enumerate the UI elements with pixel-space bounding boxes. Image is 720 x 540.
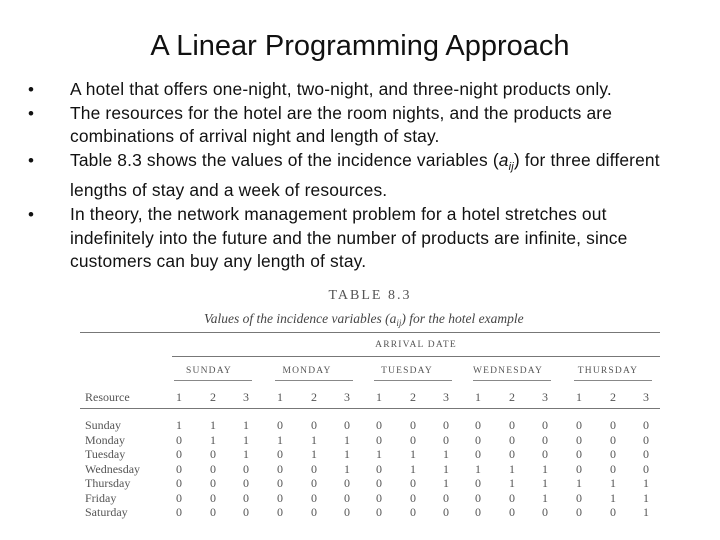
table-cell: 0 [376,490,382,505]
table-cell: 0 [410,505,416,519]
table-cell: 1 [443,447,449,461]
length-header: 1 [176,390,182,404]
length-header: 1 [475,390,481,404]
table-cell: 0 [311,461,317,476]
length-header: 3 [243,390,249,404]
bullet-variable: a [498,149,509,170]
table-cell: 0 [542,447,548,461]
table-cell: 1 [243,432,249,447]
table-cell: 0 [176,490,182,505]
table-cell: 0 [376,461,382,476]
table-cell: 0 [176,476,182,490]
bullet-item [24,78,694,102]
table-cell: 1 [475,461,481,476]
length-header: 2 [610,390,616,404]
bullet-dot-icon: • [28,103,35,123]
table-cell: 0 [509,490,515,505]
table-cell: 0 [475,418,481,432]
table-cell: 0 [344,490,350,505]
table-cell: 1 [311,432,317,447]
table-cell: 0 [610,432,616,447]
table-heading: TABLE 8.3 [328,288,412,303]
table-cell: 1 [443,476,449,490]
table-cell: 0 [376,418,382,432]
table-cell: 0 [344,476,350,490]
table-cell: 0 [277,461,283,476]
table-cell: 0 [311,505,317,519]
table-cell: 0 [610,505,616,519]
length-header: 1 [376,390,382,404]
table-cell: 0 [610,447,616,461]
length-header: 1 [277,390,283,404]
table-cell: 1 [542,490,548,505]
table-cell: 1 [443,461,449,476]
table-cell: 0 [542,505,548,519]
table-cell: 0 [311,418,317,432]
table-cell: 0 [344,418,350,432]
resource-header: Resource [85,390,130,404]
table-cell: 0 [210,505,216,519]
resource-name: Sunday [85,418,121,432]
table-cell: 0 [443,490,449,505]
caption-post: ) for the hotel example [401,311,524,326]
table-cell: 0 [443,418,449,432]
table-cell: 1 [576,476,582,490]
length-header: 2 [210,390,216,404]
bullet-text-post: ) for three different lengths of stay and a week of resources. [70,149,660,201]
table-cell: 1 [509,476,515,490]
day-header: MONDAY [282,366,332,376]
top-rule [80,332,660,333]
day-header: TUESDAY [381,366,433,376]
length-header: 2 [311,390,317,404]
table-cell: 0 [475,432,481,447]
table-cell: 0 [475,490,481,505]
table-cell: 0 [176,505,182,519]
table-cell: 0 [243,490,249,505]
table-cell: 0 [542,418,548,432]
resource-name: Friday [85,490,117,505]
incidence-table [80,288,660,528]
table-cell: 0 [243,505,249,519]
day-header: THURSDAY [577,366,639,376]
table-cell: 1 [410,447,416,461]
bullet-list [24,78,694,274]
bullet-item [24,102,694,149]
table-cell: 0 [475,505,481,519]
table-cell: 0 [210,490,216,505]
table-cell: 0 [243,476,249,490]
table-cell: 0 [576,447,582,461]
table-cell: 0 [610,461,616,476]
resource-name: Tuesday [85,447,126,461]
length-header: 3 [542,390,548,404]
table-cell: 0 [410,476,416,490]
table-cell: 1 [210,432,216,447]
table-cell: 0 [344,505,350,519]
resource-name: Monday [85,432,125,447]
bullet-dot-icon: • [28,150,35,170]
table-cell: 0 [277,447,283,461]
table-cell: 0 [277,490,283,505]
table-cell: 0 [443,432,449,447]
table-cell: 1 [243,418,249,432]
table-cell: 1 [610,476,616,490]
table-cell: 0 [643,461,649,476]
table-cell: 0 [210,461,216,476]
table-cell: 1 [376,447,382,461]
bullet-item [24,203,694,274]
table-cell: 1 [643,505,649,519]
header-rule [80,408,660,409]
caption-pre: Values of the incidence variables ( [204,311,390,326]
table-cell: 1 [542,476,548,490]
table-cell: 0 [410,418,416,432]
group-rule [172,356,660,357]
day-rule [473,380,551,381]
table-cell: 1 [643,490,649,505]
table-cell: 1 [210,418,216,432]
length-header: 3 [643,390,649,404]
table-cell: 1 [344,461,350,476]
table-cell: 0 [475,447,481,461]
caption-subscript: ij [396,318,402,328]
bullet-text: The resources for the hotel are the room nights, and the products are combinations of arrival night and length of stay. [70,102,613,147]
table-cell: 0 [542,432,548,447]
table-cell: 0 [311,476,317,490]
table-cell: 0 [311,490,317,505]
resource-name: Saturday [85,505,128,519]
table-cell: 1 [243,447,249,461]
table-cell: 0 [509,505,515,519]
table-cell: 0 [410,490,416,505]
bullet-text: A hotel that offers one-night, two-night, and three-night products only. [70,79,612,99]
table-cell: 0 [410,432,416,447]
table-cell: 0 [643,447,649,461]
length-header: 2 [410,390,416,404]
table-cell: 0 [576,490,582,505]
table-cell: 1 [277,432,283,447]
bullet-dot-icon: • [28,204,35,224]
table-cell: 0 [643,418,649,432]
day-rule [275,380,353,381]
length-header: 1 [576,390,582,404]
day-rule [374,380,452,381]
resource-name: Thursday [85,476,131,490]
resource-name: Wednesday [85,461,141,476]
table-cell: 0 [277,476,283,490]
bullet-text: In theory, the network management problem for a hotel stretches out indefinitely into the future and the number of products are infinite, since customers can buy any length of stay. [70,203,628,272]
length-header: 2 [509,390,515,404]
bullet-text-pre: Table 8.3 shows the values of the incidence variables ( [70,149,499,170]
table-cell: 1 [509,461,515,476]
bullet-item [24,149,694,203]
slide-title: A Linear Programming Approach [150,30,570,62]
length-header: 3 [443,390,449,404]
table-cell: 0 [576,418,582,432]
day-header: WEDNESDAY [472,366,544,376]
table-cell: 0 [509,432,515,447]
table-cell: 0 [176,447,182,461]
table-cell: 0 [210,447,216,461]
table-caption [204,311,524,328]
table-cell: 0 [376,505,382,519]
table-cell: 1 [643,476,649,490]
table-cell: 1 [542,461,548,476]
table-cell: 0 [509,418,515,432]
table-cell: 0 [277,418,283,432]
table-cell: 1 [410,461,416,476]
table-cell: 0 [610,418,616,432]
table-cell: 0 [243,461,249,476]
table-cell: 1 [311,447,317,461]
table-cell: 1 [176,418,182,432]
table-cell: 0 [176,432,182,447]
day-rule [174,380,252,381]
bullet-subscript: ij [508,160,514,173]
table-cell: 0 [277,505,283,519]
table-cell: 0 [176,461,182,476]
table-cell: 0 [376,432,382,447]
table-cell: 0 [210,476,216,490]
day-header: SUNDAY [186,366,232,376]
arrival-date-header: ARRIVAL DATE [375,340,457,350]
table-cell: 0 [475,476,481,490]
bullet-dot-icon: • [28,80,35,99]
table-cell: 0 [643,432,649,447]
table-cell: 0 [576,432,582,447]
caption-variable: a [389,311,397,326]
table-cell: 0 [576,505,582,519]
table-cell: 0 [576,461,582,476]
length-header: 3 [344,390,350,404]
table-cell: 0 [509,447,515,461]
table-cell: 1 [344,447,350,461]
table-cell: 1 [610,490,616,505]
table-cell: 1 [344,432,350,447]
table-cell: 0 [376,476,382,490]
day-rule [574,380,652,381]
table-cell: 0 [443,505,449,519]
